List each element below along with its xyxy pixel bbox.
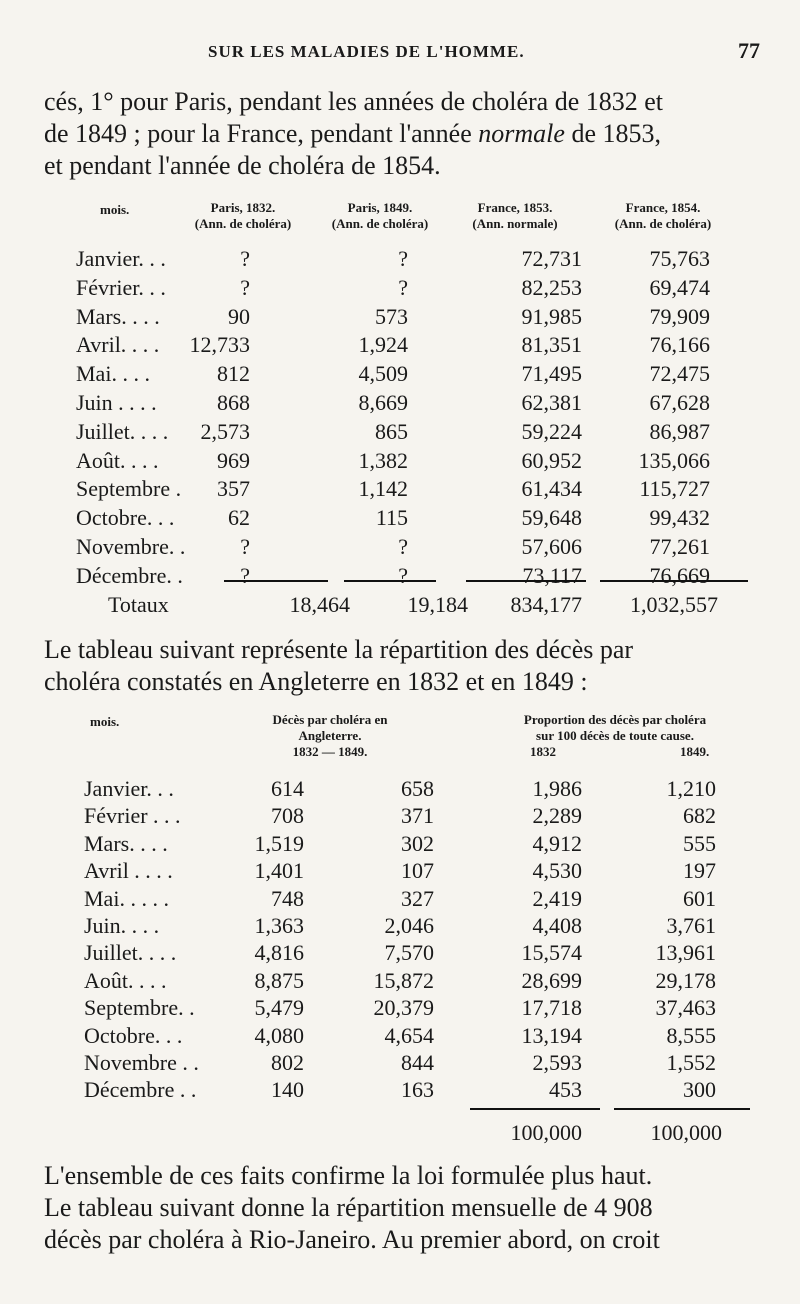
- table2-total-rule-2: [614, 1108, 750, 1110]
- table1-cell-v1: 12,733: [189, 332, 250, 358]
- table1-cell-v3: 81,351: [521, 332, 582, 358]
- table2-cell-month: Juillet. . . .: [84, 940, 177, 966]
- table2-cell-p1: 4,408: [532, 912, 582, 938]
- table2-cell-b: 4,654: [384, 1022, 434, 1048]
- table2-total-p2: 100,000: [650, 1120, 722, 1145]
- table1-cell-v1: 812: [217, 361, 250, 387]
- table1-cell-month: Décembre. .: [76, 562, 183, 588]
- intro-line-1: cés, 1° pour Paris, pendant les années de choléra de 1832 et: [44, 87, 664, 116]
- table2-cell-b: 658: [401, 776, 434, 801]
- table1-cell-v1: ?: [240, 562, 250, 588]
- table2-cell-month: Mai. . . . .: [84, 885, 169, 911]
- table2-cell-p2: 29,178: [655, 967, 716, 993]
- table2-cell-p1: 4,912: [532, 830, 582, 856]
- table1-cell-v1: 90: [228, 303, 250, 329]
- table1-cell-v4: 72,475: [649, 361, 710, 387]
- closing-line-2: Le tableau suivant donne la répartition mensuelle de 4 908: [44, 1193, 653, 1222]
- table1-cell-v2: 115: [375, 505, 408, 531]
- table1-cell-month: Mars. . . .: [76, 303, 160, 329]
- table1-cell-month: Novembre. .: [76, 533, 186, 559]
- table2-cell-month: Septembre. .: [84, 995, 195, 1021]
- table1-cell-v1: 62: [228, 505, 250, 531]
- table2-cell-p1: 2,289: [532, 803, 582, 829]
- table2-cell-p2: 555: [683, 830, 716, 856]
- table2-cell-month: Août. . . .: [84, 967, 167, 993]
- closing-paragraph: [44, 1160, 760, 1256]
- table1-cell-v3: 71,495: [521, 361, 582, 387]
- table1-total-v2: 19,184: [407, 592, 468, 617]
- closing-line-1: L'ensemble de ces faits confirme la loi formulée plus haut.: [44, 1161, 653, 1190]
- table1-header-col4: France, 1854. (Ann. de choléra): [614, 200, 712, 231]
- table2-cell-b: 302: [401, 830, 434, 856]
- table2-row: [80, 968, 760, 995]
- table1-cell-v3: 59,648: [521, 505, 582, 531]
- table1-cell-v4: 79,909: [649, 303, 710, 329]
- table1-cell-v3: 57,606: [521, 533, 582, 559]
- table2-row: [80, 831, 760, 858]
- table2-cell-month: Décembre . .: [84, 1077, 197, 1103]
- table2-cell-p2: 37,463: [655, 995, 716, 1021]
- table2-cell-a: 140: [271, 1077, 304, 1103]
- table1-cell-v3: 59,224: [521, 418, 582, 444]
- table2-cell-a: 5,479: [254, 995, 304, 1021]
- table1-cell-v4: 67,628: [649, 389, 710, 415]
- table2-cell-b: 844: [401, 1049, 434, 1075]
- table1-header-col2: Paris, 1849. (Ann. de choléra): [331, 200, 429, 231]
- table1-cell-v1: 2,573: [200, 418, 250, 444]
- table2-row: [80, 940, 760, 967]
- table1-cell-v1: ?: [240, 274, 250, 300]
- table1-cell-v2: ?: [398, 274, 408, 300]
- table2-cell-p1: 15,574: [521, 940, 582, 966]
- table1-header: [60, 200, 760, 238]
- table2-cell-a: 708: [271, 803, 304, 829]
- table2-cell-b: 107: [401, 858, 434, 884]
- table1-totals-row: [70, 592, 760, 622]
- table2-cell-p1: 2,419: [532, 885, 582, 911]
- table1-cell-v4: 76,166: [649, 332, 710, 358]
- table2-cell-a: 1,401: [254, 858, 304, 884]
- table1-row: [70, 304, 760, 333]
- table1-cell-v1: ?: [240, 246, 250, 271]
- table2-header-month: mois.: [90, 714, 120, 729]
- table1-cell-v2: ?: [398, 533, 408, 559]
- table1-cell-v4: 75,763: [649, 246, 710, 271]
- table2-total-rule-1: [470, 1108, 600, 1110]
- table1-total-v3: 834,177: [510, 592, 582, 617]
- table2-cell-a: 614: [271, 776, 304, 801]
- table1-cell-v4: 99,432: [649, 505, 710, 531]
- intro-line-2: de 1849 ; pour la France, pendant l'année normale de 1853,: [44, 119, 661, 148]
- table1-total-v4: 1,032,557: [630, 592, 718, 617]
- table1-cell-v3: 62,381: [521, 389, 582, 415]
- table1-cell-v4: 76,669: [649, 562, 710, 588]
- table2-cell-a: 802: [271, 1049, 304, 1075]
- table2-cell-month: Juin. . . .: [84, 912, 160, 938]
- table2-cell-a: 748: [271, 885, 304, 911]
- table2-cell-a: 1,363: [254, 912, 304, 938]
- running-title: SUR LES MALADIES DE L'HOMME.: [208, 42, 525, 61]
- table1-row: [70, 476, 760, 505]
- table2-row: [80, 776, 760, 803]
- table2-body: [80, 776, 760, 1105]
- table1-row: [70, 275, 760, 304]
- table1-cell-v1: 868: [217, 389, 250, 415]
- table2-cell-p2: 300: [683, 1077, 716, 1103]
- table2-header-group1: Décès par choléra en Angleterre. 1832 — 1849.: [272, 712, 388, 759]
- table2-cell-b: 163: [401, 1077, 434, 1103]
- table2-cell-p2: 3,761: [666, 912, 716, 938]
- table1-body: [70, 246, 760, 592]
- table1-total-rule-1: [224, 580, 328, 582]
- table1-cell-v4: 86,987: [649, 418, 710, 444]
- table2-cell-p2: 682: [683, 803, 716, 829]
- table1-totals-label: Totaux: [108, 592, 169, 617]
- table1-row: [70, 505, 760, 534]
- table2-cell-b: 7,570: [384, 940, 434, 966]
- table1-total-rule-3: [466, 580, 586, 582]
- table2-cell-b: 327: [401, 885, 434, 911]
- table2-row: [80, 803, 760, 830]
- middle-line-2: choléra constatés en Angleterre en 1832 et en 1849 :: [44, 667, 588, 696]
- table2-cell-p1: 1,986: [532, 776, 582, 801]
- table2-cell-a: 4,080: [254, 1022, 304, 1048]
- table2-cell-b: 20,379: [373, 995, 434, 1021]
- table2-cell-p2: 601: [683, 885, 716, 911]
- table2-cell-p2: 13,961: [655, 940, 716, 966]
- table1-cell-v2: 4,509: [358, 361, 408, 387]
- table1-row: [70, 332, 760, 361]
- table2-cell-month: Janvier. . .: [84, 776, 174, 801]
- table1-cell-month: Juillet. . . .: [76, 418, 169, 444]
- table1-cell-v4: 115,727: [639, 476, 710, 502]
- table1-cell-v1: ?: [240, 533, 250, 559]
- table2-cell-b: 371: [401, 803, 434, 829]
- table1-header-col1: Paris, 1832. (Ann. de choléra): [194, 200, 292, 231]
- table1-cell-v3: 73,117: [522, 562, 582, 588]
- table2-row: [80, 995, 760, 1022]
- table1-row: [70, 448, 760, 477]
- table2-cell-p1: 2,593: [532, 1049, 582, 1075]
- table1-cell-v2: 1,924: [358, 332, 408, 358]
- table1-row: [70, 361, 760, 390]
- table1-cell-month: Mai. . . .: [76, 361, 150, 387]
- table2-cell-p1: 28,699: [521, 967, 582, 993]
- table1-cell-v4: 69,474: [649, 274, 710, 300]
- table2-cell-p1: 4,530: [532, 858, 582, 884]
- table1-cell-v2: 1,142: [358, 476, 408, 502]
- table2-cell-p1: 17,718: [521, 995, 582, 1021]
- intro-line-3: et pendant l'année de choléra de 1854.: [44, 151, 441, 180]
- table1-row: [70, 563, 760, 592]
- table2-cell-p2: 8,555: [666, 1022, 716, 1048]
- middle-paragraph: [44, 634, 760, 698]
- table1-total-rule-2: [344, 580, 436, 582]
- page-number: 77: [738, 38, 760, 63]
- table1-header-col3: France, 1853. (Ann. normale): [472, 200, 558, 231]
- table1-cell-v2: 1,382: [358, 447, 408, 473]
- intro-paragraph: [44, 86, 760, 182]
- closing-line-3: décès par choléra à Rio-Janeiro. Au premier abord, on croit: [44, 1225, 660, 1254]
- table2-cell-a: 4,816: [254, 940, 304, 966]
- table2-cell-p1: 453: [549, 1077, 582, 1103]
- table1-row: [70, 419, 760, 448]
- table2-row: [80, 886, 760, 913]
- table2-header: [60, 712, 760, 772]
- table2-cell-month: Février . . .: [84, 803, 181, 829]
- table2-header-group2: Proportion des décès par choléra sur 100 décès de toute cause. 1832 1849.: [523, 712, 710, 759]
- table1-row: [70, 390, 760, 419]
- table2-row: [80, 913, 760, 940]
- table1-cell-month: Septembre .: [76, 476, 182, 502]
- table1-cell-v2: 573: [375, 303, 408, 329]
- table2-cell-month: Novembre . .: [84, 1049, 199, 1075]
- table1-cell-v3: 72,731: [521, 246, 582, 271]
- table1-header-month: mois.: [100, 202, 130, 217]
- table1-cell-v3: 82,253: [521, 274, 582, 300]
- table2-row: [80, 858, 760, 885]
- table1-cell-month: Octobre. . .: [76, 505, 175, 531]
- italic-normale: normale: [478, 119, 565, 148]
- page-header: [40, 36, 768, 66]
- table2-cell-b: 2,046: [384, 912, 434, 938]
- table2-cell-p2: 197: [683, 858, 716, 884]
- table1-cell-v2: 865: [375, 418, 408, 444]
- table2-row: [80, 1050, 760, 1077]
- table2-row: [80, 1077, 760, 1104]
- table1-cell-v3: 91,985: [521, 303, 582, 329]
- table2-totals-row: [80, 1120, 760, 1150]
- table2-cell-p1: 13,194: [521, 1022, 582, 1048]
- table1-cell-v1: 969: [217, 447, 250, 473]
- table1-cell-v4: 135,066: [638, 447, 710, 473]
- table1-cell-v2: 8,669: [358, 389, 408, 415]
- table1-total-rule-4: [600, 580, 748, 582]
- table2-cell-p2: 1,552: [666, 1049, 716, 1075]
- table1-cell-v2: ?: [398, 246, 408, 271]
- table2-cell-a: 1,519: [254, 830, 304, 856]
- table2-row: [80, 1023, 760, 1050]
- table2-cell-b: 15,872: [373, 967, 434, 993]
- table1-cell-month: Août. . . .: [76, 447, 159, 473]
- table2-cell-a: 8,875: [254, 967, 304, 993]
- table2-cell-month: Mars. . . .: [84, 830, 168, 856]
- table1-cell-v4: 77,261: [649, 533, 710, 559]
- table2-cell-p2: 1,210: [666, 776, 716, 801]
- table1-row: [70, 246, 760, 275]
- table1-cell-v3: 61,434: [521, 476, 582, 502]
- table1-cell-v3: 60,952: [521, 447, 582, 473]
- table1-cell-month: Juin . . . .: [76, 389, 157, 415]
- table1-row: [70, 534, 760, 563]
- table1-cell-month: Avril. . . .: [76, 332, 160, 358]
- table1-cell-month: Février. . .: [76, 274, 166, 300]
- table2-cell-month: Avril . . . .: [84, 858, 173, 884]
- middle-line-1: Le tableau suivant représente la répartition des décès par: [44, 635, 634, 664]
- table2-cell-month: Octobre. . .: [84, 1022, 183, 1048]
- table1-cell-v1: 357: [217, 476, 250, 502]
- table2-total-p1: 100,000: [510, 1120, 582, 1145]
- table1-total-v1: 18,464: [289, 592, 350, 617]
- table1-cell-month: Janvier. . .: [76, 246, 166, 271]
- table1-cell-v2: ?: [398, 562, 408, 588]
